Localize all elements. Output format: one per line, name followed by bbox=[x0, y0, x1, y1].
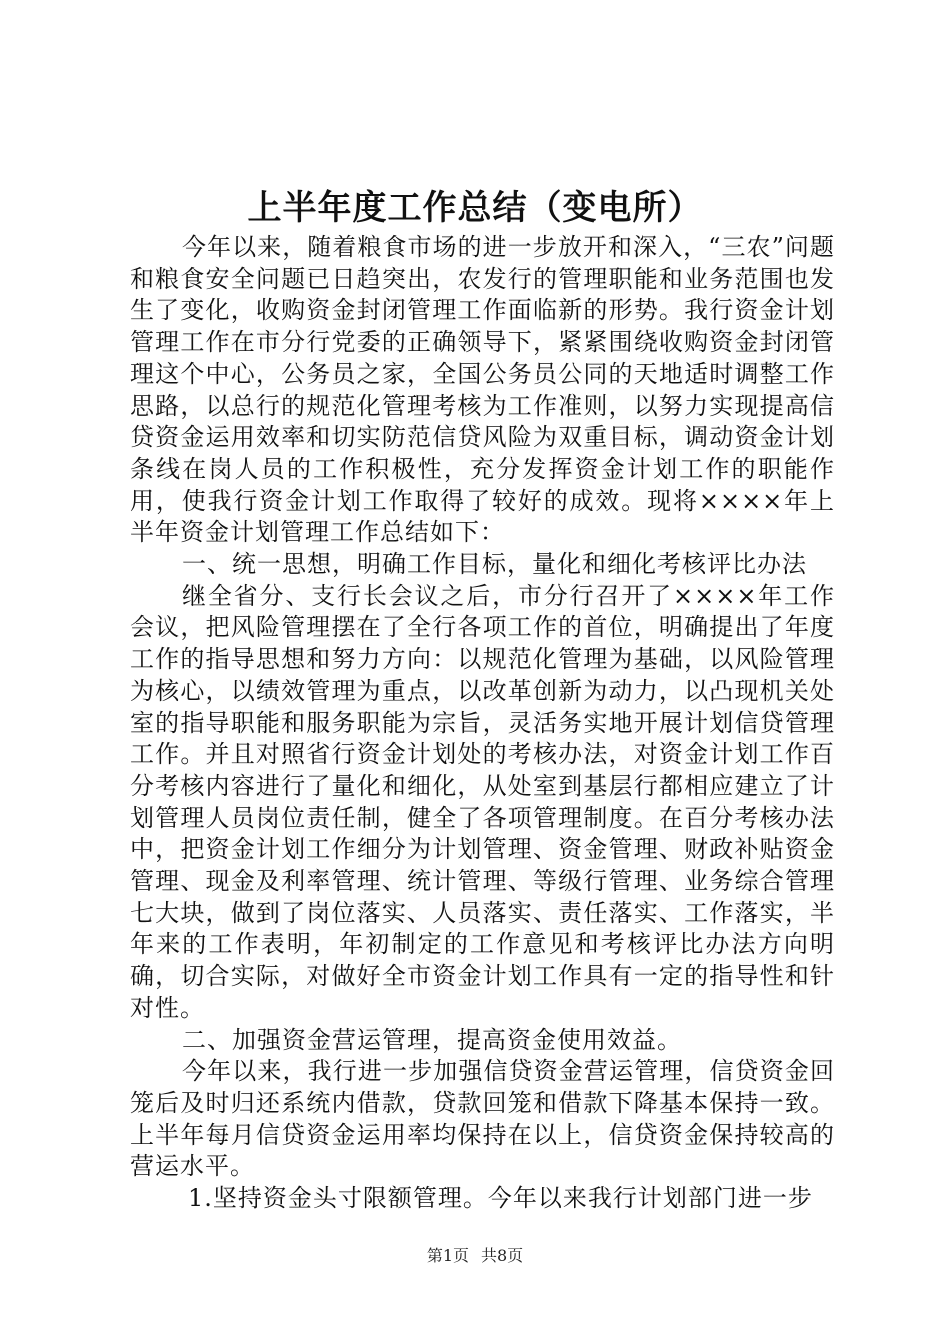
page-footer bbox=[0, 1246, 950, 1266]
section-heading-2: 二、加强资金营运管理，提高资金使用效益。 bbox=[182, 1025, 682, 1054]
intro-paragraph: 今年以来，随着粮食市场的进一步放开和深入，“三农”问题和粮食安全问题已日趋突出，农发行的管理职能和业务范围也发生了变化，收购资金封闭管理工作面临新的形势。我行资金计划管理工作在市分行党委的正确领导下，紧紧围绕收购资金封闭管理这个中心，公务员之家，全国公务员公同的天地适时调整工作思路，以总行的规范化管理考核为工作准则，以努力实现提高信贷资金运用效率和切实防范信贷风险为双重目标，调动资金计划条线在岗人员的工作积极性，充分发挥资金计划工作的职能作用，使我行资金计划工作取得了较好的成效。现将××××年上半年资金计划管理工作总结如下： bbox=[130, 233, 835, 547]
document-body bbox=[130, 232, 835, 1215]
section-2-paragraph: 今年以来，我行进一步加强信贷资金营运管理，信贷资金回笼后及时归还系统内借款，贷款回笼和借款下降基本保持一致。上半年每月信贷资金运用率均保持在以上，信贷资金保持较高的营运水平。 bbox=[130, 1057, 835, 1181]
section-heading-1: 一、统一思想，明确工作目标，量化和细化考核评比办法 bbox=[182, 550, 807, 579]
page-total: 共8页 bbox=[481, 1246, 524, 1265]
section-1-paragraph: 继全省分、支行长会议之后，市分行召开了××××年工作会议，把风险管理摆在了全行各项工作的首位，明确提出了年度工作的指导思想和努力方向：以规范化管理为基础，以风险管理为核心，以绩效管理为重点，以改革创新为动力，以凸现机关处室的指导职能和服务职能为宗旨，灵活务实地开展计划信贷管理工作。并且对照省行资金计划处的考核办法，对资金计划工作百分考核内容进行了量化和细化，从处室到基层行都相应建立了计划管理人员岗位责任制，健全了各项管理制度。在百分考核办法中，把资金计划工作细分为计划管理、资金管理、财政补贴资金管理、现金及利率管理、统计管理、等级行管理、业务综合管理七大块，做到了岗位落实、人员落实、责任落实、工作落实，半年来的工作表明，年初制定的工作意见和考核评比办法方向明确，切合实际，对做好全市资金计划工作具有一定的指导性和针对性。 bbox=[130, 581, 835, 1022]
document-title: 上半年度工作总结（变电所） bbox=[247, 188, 703, 228]
numbered-item-1: 1.坚持资金头寸限额管理。今年以来我行计划部门进一步 bbox=[188, 1184, 813, 1213]
page-number: 第1页 bbox=[426, 1246, 469, 1265]
